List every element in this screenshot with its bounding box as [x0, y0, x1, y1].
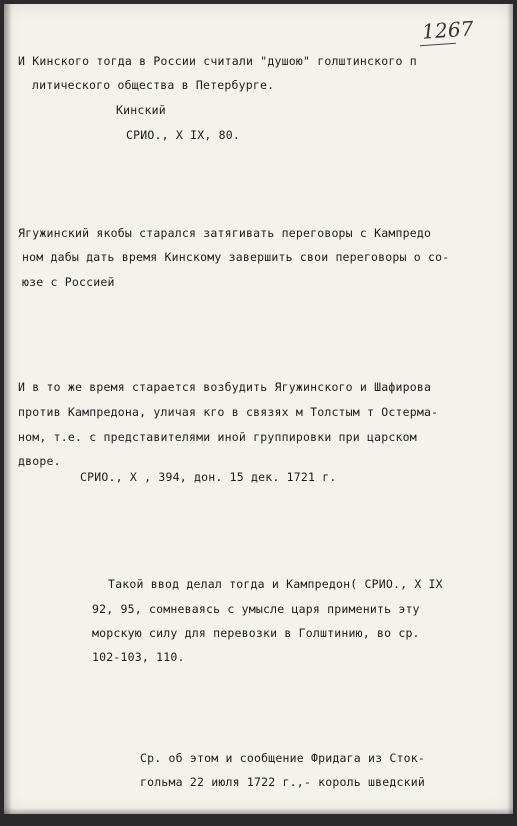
handwritten-page-number: 1267: [421, 16, 475, 44]
block1-author: Кинский: [116, 103, 166, 117]
block2-line3: юзе с Россией: [22, 275, 115, 289]
block1-line2: литического общества в Петербурге.: [32, 78, 275, 92]
page-shadow-right: [507, 4, 513, 814]
block1-line1: И Кинского тогда в России считали "душою" голштинского п: [18, 54, 417, 68]
page-shadow-bottom: [4, 808, 513, 814]
block4-line4: 102-103, 110.: [92, 650, 185, 664]
block1-reference: СРИО., Х IX, 80.: [126, 128, 240, 142]
block3-reference: СРИО., Х , 394, дон. 15 дек. 1721 г.: [80, 470, 337, 484]
block3-line4: дворе.: [18, 454, 61, 468]
block2-line2: ном дабы дать время Кинскому завершить свои переговоры о со-: [22, 250, 450, 264]
block5-line2: гольма 22 июля 1722 г.,- король шведский: [140, 775, 425, 789]
block5-line1: Ср. об этом и сообщение Фридага из Сток-: [140, 751, 425, 765]
page-shadow-left: [4, 4, 12, 814]
block2-line1: Ягужинский якобы старался затягивать переговоры с Кампредо: [18, 226, 432, 240]
block4-line3: морскую силу для перевозки в Голштинию, во ср.: [92, 626, 420, 640]
document-page: [4, 4, 513, 814]
block4-line2: 92, 95, сомневаясь с умысле царя применить эту: [92, 602, 420, 616]
block3-line2: против Кампредона, уличая кго в связях м Толстым т Остерма-: [18, 405, 439, 419]
block4-line1: Такой ввод делал тогда и Кампредон( СРИО., Х IX: [108, 577, 443, 591]
block3-line3: ном, т.е. с представителями иной группировки при царском: [18, 430, 417, 444]
block3-line1: И в то же время старается возбудить Ягужинского и Шафирова: [18, 380, 432, 394]
